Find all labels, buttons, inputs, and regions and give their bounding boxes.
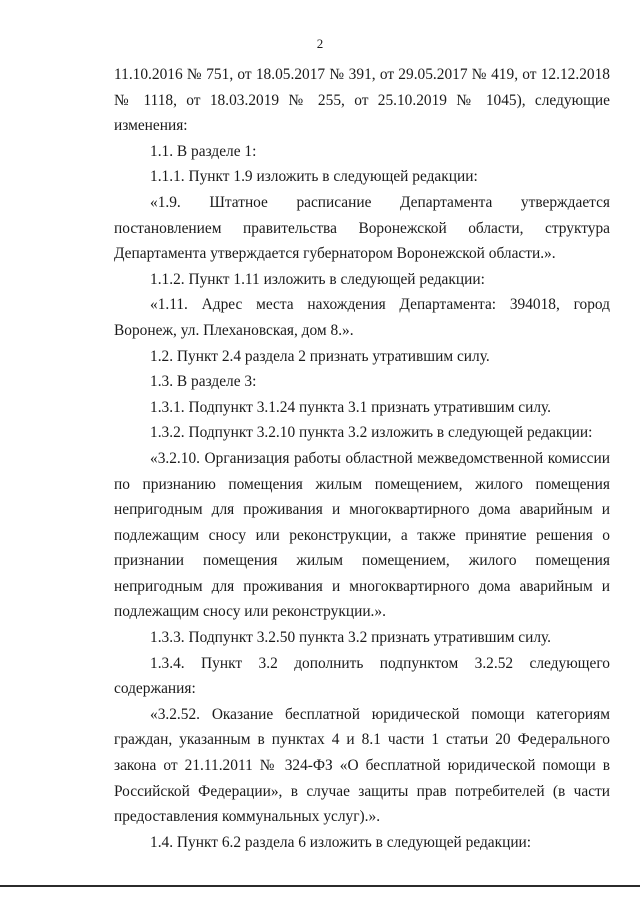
paragraph-3-2-52-text: «3.2.52. Оказание бесплатной юридической помощи категориям граждан, указанным в пунктах 4 и 8.1 части 1 статьи 20 Федерального закона от 21.11.2011 № 324-ФЗ «О бесплатной юридической помощи в Российской Федерации», в случае защиты прав потребителей (в части предоставления коммунальных услуг).». (114, 705, 610, 826)
paragraph-1-3-4: 1.3.4. Пункт 3.2 дополнить подпунктом 3.2.52 следующего содержания: (114, 654, 610, 698)
paragraph-3-2-10-text: «3.2.10. Организация работы областной межведомственной комиссии по признанию помещения жилым помещением, жилого помещения непригодным для проживания и многоквартирного дома аварийным и подлежащим сносу или реконструкции, а также принятие решения о признании помещения жилым помещением, жилого помещения непригодным для проживания и многоквартирного дома аварийным и подлежащим сносу или реконструкции.». (114, 449, 610, 621)
paragraph-amendment-list: 11.10.2016 № 751, от 18.05.2017 № 391, от 29.05.2017 № 419, от 12.12.2018 № 1118, от 18.03.2019 № 255, от 25.10.2019 № 1045), следующие изменения: (114, 66, 610, 135)
paragraph-1-9-text: «1.9. Штатное расписание Департамента утверждается постановлением правительства Воронежской области, структура Департамента утверждается губернатором Воронежской области.». (114, 193, 610, 263)
paragraph-1-2: 1.2. Пункт 2.4 раздела 2 признать утратившим силу. (150, 347, 490, 365)
paragraph-1-3: 1.3. В разделе 3: (150, 373, 257, 391)
paragraph-1-3-1: 1.3.1. Подпункт 3.1.24 пункта 3.1 признать утратившим силу. (150, 398, 552, 416)
paragraph-1-3-3: 1.3.3. Подпункт 3.2.50 пункта 3.2 признать утратившим силу. (150, 629, 552, 647)
paragraph-1-3-2: 1.3.2. Подпункт 3.2.10 пункта 3.2 изложить в следующей редакции: (150, 424, 593, 442)
paragraph-1-1: 1.1. В разделе 1: (150, 142, 257, 160)
paragraph-1-11-text: «1.11. Адрес места нахождения Департамента: 394018, город Воронеж, ул. Плехановская, дом 8.». (114, 296, 610, 339)
paragraph-1-1-1: 1.1.1. Пункт 1.9 изложить в следующей редакции: (150, 168, 478, 186)
document-body (114, 62, 610, 855)
paragraph-1-4: 1.4. Пункт 6.2 раздела 6 изложить в следующей редакции: (150, 833, 532, 851)
scan-bottom-edge (0, 885, 640, 887)
paragraph-1-1-2: 1.1.2. Пункт 1.11 изложить в следующей редакции: (150, 270, 485, 288)
page-number: 2 (316, 36, 324, 51)
